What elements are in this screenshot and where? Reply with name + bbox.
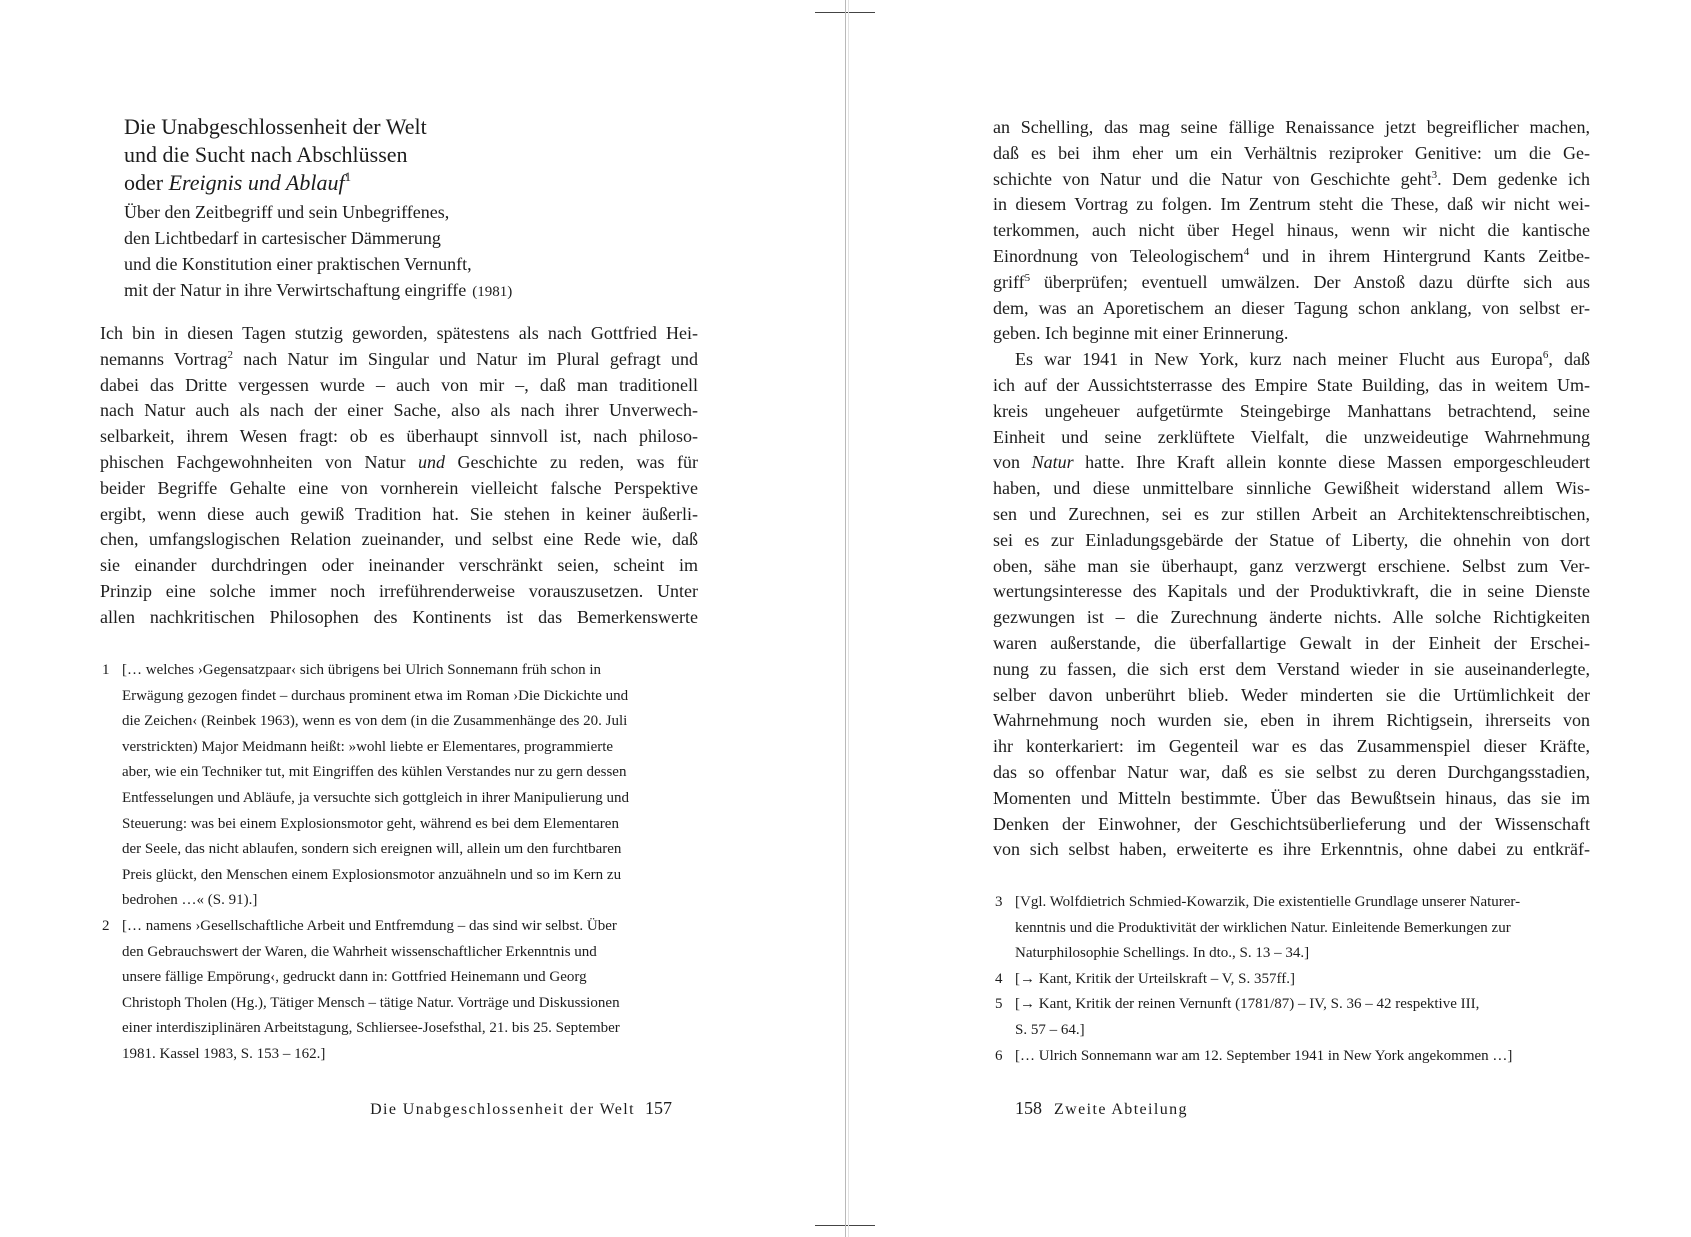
text-line: waren außerstande, die überfallartige Gewalt in der Einheit der Erschei-: [993, 632, 1590, 653]
text-line: griff$^5$ überprüfen; eventuell umwälzen. Der Anstoß dazu dürfte sich aus: [993, 271, 1590, 292]
footnote-number: 3: [995, 894, 1003, 910]
chapter-title-block: [124, 113, 698, 305]
text-line: nach Natur auch als nach der einer Sache, also als nach ihrer Unverwech-: [100, 400, 698, 421]
chapter-title: [124, 113, 698, 197]
footnote-line: Entfesselungen und Abläufe, ja versuchte sich gottgleich in ihrer Manipulierung und: [122, 789, 629, 806]
title-line: Die Unabgeschlossenheit der Welt: [124, 114, 427, 139]
text-line: Denken der Einwohner, der Geschichtsüberlieferung und der Wissenschaft: [993, 813, 1590, 834]
text-line: terkommen, auch nicht über Hegel hinaus, wenn wir nicht die kantische: [993, 220, 1590, 241]
text-line: Einheit und seine zerklüftete Vielfalt, die unzweideutige Wahrnehmung: [993, 426, 1590, 447]
text-line: ergibt, wenn diese auch gewiß Tradition hat. Sie stehen in keiner äußerli-: [100, 503, 698, 524]
footnote-line: [… welches ›Gegensatzpaar‹ sich übrigens bei Ulrich Sonnemann früh schon in: [122, 662, 602, 678]
text-line: Einordnung von Teleologischem$^4$ und in ihrem Hintergrund Kants Zeitbe-: [993, 245, 1590, 266]
title-italic: Ereignis und Ablauf: [168, 170, 345, 195]
footnote-number: 2: [102, 917, 110, 934]
footnote: [993, 967, 1590, 993]
subtitle-year: (1981): [472, 284, 513, 300]
footnote-line: [Vgl. Wolfdietrich Schmied-Kowarzik, Die existentielle Grundlage unserer Naturer-: [1015, 894, 1521, 910]
footnote-line: aber, wie ein Techniker tut, mit Eingriffen des kühlen Verstandes nur zu gern dessen: [122, 764, 627, 781]
text-line: sie einander durchdringen oder ineinander verschränkt seien, scheint im: [100, 555, 698, 576]
footnote: [993, 1044, 1590, 1070]
text-line: wertungsinteresse des Kapitals und der Produktivkraft, die in seine Dienste: [993, 581, 1590, 602]
subtitle-line: mit der Natur in ihre Verwirtschaftung eingriffe (1981): [124, 280, 513, 300]
footnote-ref-4[interactable]: 4: [1243, 245, 1250, 258]
page-footer: [370, 1098, 672, 1119]
title-line: oder Ereignis und Ablauf$^1$: [124, 169, 352, 195]
text-line: Ich bin in diesen Tagen stutzig geworden, spätestens als nach Gottfried Hei-: [100, 323, 698, 343]
footnotes: [993, 890, 1590, 1069]
footnote-line: [→ Kant, Kritik der Urteilskraft – V, S. 357ff.]: [1015, 970, 1295, 987]
text-line: von sich selbst haben, erweiterte es ihre Erkenntnis, ohne dabei zu entkräf-: [993, 839, 1590, 860]
footnote-line: S. 57 – 64.]: [1015, 1021, 1085, 1038]
footnote-line: [→ Kant, Kritik der reinen Vernunft (1781/87) – IV, S. 36 – 42 respektive III,: [1015, 996, 1480, 1013]
left-page: [100, 0, 698, 1118]
body-text: [993, 115, 1590, 863]
footnote-ref-1[interactable]: 1: [344, 169, 352, 184]
text-line: geben. Ich beginne mit einer Erinnerung.: [993, 323, 1289, 344]
footnote-line: den Gebrauchswert der Waren, die Wahrheit wissenschaftlicher Erkenntnis und: [122, 943, 597, 960]
running-head: Die Unabgeschlossenheit der Welt: [370, 1101, 635, 1118]
text-line: das so offenbar Natur war, daß es sie selbst zu deren Durchgangsstadien,: [993, 761, 1590, 782]
subtitle-line: den Lichtbedarf in cartesischer Dämmerung: [124, 228, 441, 248]
text-line: Prinzip eine solche immer noch irreführenderweise vorauszusetzen. Unter: [100, 580, 698, 601]
footnote-line: der Seele, das nicht ablaufen, sondern sich ereignen will, allein um den furchtbaren: [122, 841, 622, 858]
footnotes: [100, 658, 698, 1068]
chapter-subtitle: [124, 199, 698, 305]
subtitle-line: und die Konstitution einer praktischen Vernunft,: [124, 254, 472, 274]
footnote-ref-3[interactable]: 3: [1431, 168, 1438, 181]
text-line: gezwungen ist – die Zurechnung änderte nichts. Alle solche Richtigkeiten: [993, 607, 1590, 628]
text-line: nemanns Vortrag$^2$ nach Natur im Singular und Natur im Plural gefragt und: [100, 348, 698, 369]
text-line: sei es zur Einladungsgebärde der Statue of Liberty, die ohnehin von dort: [993, 529, 1590, 550]
footnote-number: 6: [995, 1047, 1003, 1064]
footnote-ref-2[interactable]: 2: [227, 348, 234, 361]
footnote-line: die Zeichen‹ (Reinbek 1963), wenn es von dem (in die Zusammenhänge des 20. Juli: [122, 713, 628, 730]
text-line: daß es bei ihm eher um ein Verhältnis reziproker Genitive: um die Ge-: [993, 142, 1590, 163]
footnote-number: 5: [995, 996, 1003, 1013]
footnote-line: verstrickten) Major Meidmann heißt: »wohl liebte er Elementares, programmierte: [122, 738, 614, 755]
footnote-line: 1981. Kassel 1983, S. 153 – 162.]: [122, 1045, 326, 1062]
footnote-ref-5[interactable]: 5: [1024, 271, 1031, 284]
footnote-line: Erwägung gezogen findet – durchaus prominent etwa im Roman ›Die Dickichte und: [122, 687, 629, 704]
page-number: 158: [1015, 1098, 1042, 1118]
footnote: [993, 992, 1590, 1043]
footnote-ref-6[interactable]: 6: [1542, 349, 1549, 362]
text-line: an Schelling, das mag seine fällige Renaissance jetzt begreiflicher machen,: [993, 117, 1590, 137]
footnote-line: Christoph Tholen (Hg.), Tätiger Mensch – tätige Natur. Vorträge und Diskussionen: [122, 994, 620, 1011]
text-line: ich auf der Aussichtsterrasse des Empire State Building, das in weitem Um-: [993, 374, 1590, 395]
text-line: kreis ungeheuer aufgetürmte Steingebirge Manhattans betrachtend, seine: [993, 400, 1590, 421]
footnote-line: unsere fällige Empörung‹, gedruckt dann in: Gottfried Heinemann und Georg: [122, 969, 587, 986]
text-line: selber davon unberührt blieb. Weder minderten sie die Urtümlichkeit der: [993, 684, 1590, 705]
footnote-line: Preis glückt, den Menschen einem Explosionsmotor anzuähneln und so im Kern zu: [122, 866, 622, 883]
footnote-line: kenntnis und die Produktivität der wirklichen Natur. Einleitende Bemerkungen zur: [1015, 919, 1511, 936]
page-gutter: [845, 0, 846, 1237]
text-line: haben, und diese unmittelbare sinnliche Gewißheit widerstand allem Wis-: [993, 478, 1590, 499]
body-text: [100, 321, 698, 631]
text-line: selbarkeit, ihrem Wesen fragt: ob es überhaupt sinnvoll ist, nach philoso-: [100, 426, 698, 447]
text-line: oben, sähe man sie überhaupt, ganz verzwergt erschiene. Selbst zum Ver-: [993, 555, 1590, 576]
page-number: 157: [645, 1098, 672, 1118]
text-line: allen nachkritischen Philosophen des Kontinents ist das Bemerkenswerte: [100, 606, 698, 627]
footnote-number: 1: [102, 662, 110, 678]
footnote: [100, 658, 698, 914]
footnote-line: einer interdisziplinären Arbeitstagung, Schliersee-Josefsthal, 21. bis 25. September: [122, 1020, 620, 1037]
page-gutter-shadow: [848, 0, 849, 1237]
footnote-line: [… Ulrich Sonnemann war am 12. September 1941 in New York angekommen …]: [1015, 1047, 1513, 1064]
page-footer: [1015, 1098, 1188, 1119]
footnote-line: bedrohen …« (S. 91).]: [122, 892, 258, 909]
text-line: dabei das Dritte vergessen wurde – auch von mir –, daß man traditionell: [100, 374, 698, 395]
text-line: beider Begriffe Gehalte eine von vornherein vielleicht falsche Perspektive: [100, 477, 698, 498]
text-line: ihr konterkariert: im Gegenteil war es das Zusammenspiel dieser Kräfte,: [993, 736, 1590, 757]
footnote: [993, 890, 1590, 967]
text-line: Es war 1941 in New York, kurz nach meiner Flucht aus Europa$^6$, daß: [1015, 349, 1591, 370]
title-line: und die Sucht nach Abschlüssen: [124, 142, 408, 167]
footnote-line: Naturphilosophie Schellings. In dto., S. 13 – 34.]: [1015, 945, 1310, 962]
text-line: von Natur hatte. Ihre Kraft allein konnte diese Massen emporgeschleudert: [993, 452, 1590, 473]
text-line: in diesem Vortrag zu folgen. Im Zentrum steht die These, daß wir nicht wei-: [993, 194, 1590, 215]
text-line: sen und Zurechnen, sei es zur stillen Arbeit an Architektenschreibtischen,: [993, 503, 1590, 524]
text-line: Wahrnehmung noch wurden sie, eben in ihrem Richtigsein, ihrerseits von: [993, 710, 1590, 731]
subtitle-line: Über den Zeitbegriff und sein Unbegriffenes,: [124, 202, 450, 222]
text-line: nung zu fassen, die sich erst dem Verstand wieder in sie auseinanderlegte,: [993, 658, 1590, 679]
text-line: Momenten und Mitteln bestimmte. Über das Bewußtsein hinaus, das sie im: [993, 787, 1590, 808]
footnote-line: Steuerung: was bei einem Explosionsmotor geht, während es bei dem Elementaren: [122, 815, 619, 832]
text-line: schichte von Natur und die Natur von Geschichte geht$^3$. Dem gedenke ich: [993, 168, 1590, 189]
text-line: dem, was an Aporetischem an dieser Tagung schon anklang, von selbst er-: [993, 297, 1590, 318]
text-line: chen, umfangslogischen Relation zueinander, und selbst eine Rede wie, daß: [100, 529, 698, 550]
text-line: phischen Fachgewohnheiten von Natur und Geschichte zu reden, was für: [100, 451, 698, 472]
footnote-line: [… namens ›Gesellschaftliche Arbeit und Entfremdung – das sind wir selbst. Über: [122, 917, 617, 934]
footnote: [100, 914, 698, 1068]
running-head: Zweite Abteilung: [1054, 1101, 1188, 1118]
footnote-number: 4: [995, 970, 1003, 987]
